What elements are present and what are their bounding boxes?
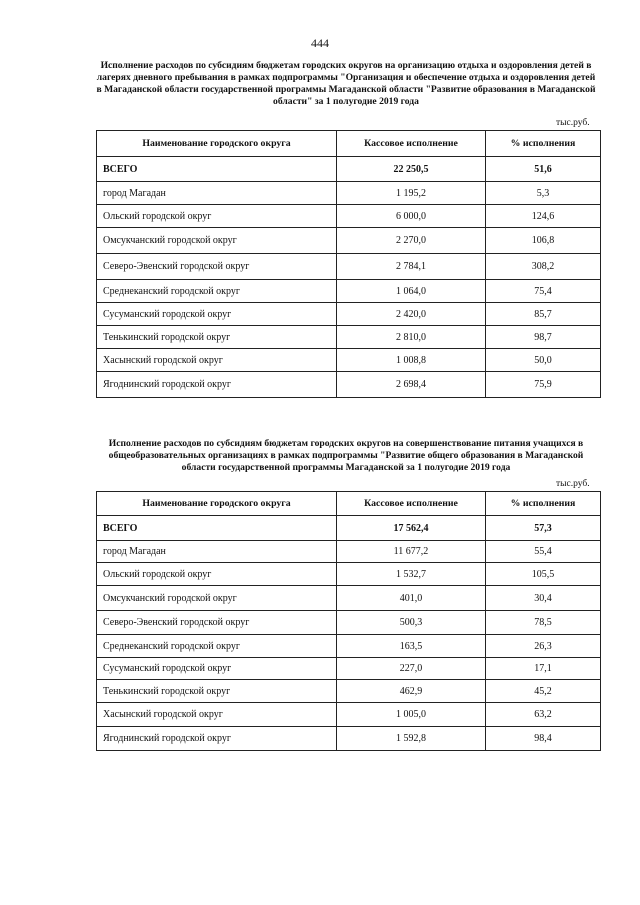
table-row [97,182,601,205]
subsidies-nutrition-table [96,491,601,751]
table-header-row [97,492,601,516]
cell-cash-execution: 22 250,5 [337,157,486,182]
table-row [97,303,601,326]
column-header-cash-execution: Кассовое исполнение [337,131,486,157]
table-row [97,254,601,280]
page-number: 444 [311,36,329,50]
cell-execution-percent: 51,6 [486,157,601,182]
table-1-title: Исполнение расходов по субсидиям бюджетам городских округов на организацию отдыха и оздоровления детей в лагерях дневного пребывания в рамках подпрограммы "Организация и обеспечение отдыха и оздоровления детей в Магаданской области государственной программы Магаданской области "Развитие образования в Магаданской области" за 1 полугодие 2019 года [96,60,596,107]
cell-cash-execution: 227,0 [337,658,486,680]
cell-cash-execution: 1 064,0 [337,280,486,303]
cell-cash-execution: 1 005,0 [337,703,486,727]
cell-execution-percent: 124,6 [486,205,601,228]
cell-district: Среднеканский городской округ [97,635,337,658]
cell-execution-percent: 106,8 [486,228,601,254]
table-row [97,586,601,611]
column-header-cash-execution: Кассовое исполнение [337,492,486,516]
cell-district: Тенькинский городской округ [97,326,337,349]
table-row [97,703,601,727]
table-header-row [97,131,601,157]
cell-district: Северо-Эвенский городской округ [97,254,337,280]
cell-execution-percent: 105,5 [486,563,601,586]
table-2-units: тыс.руб. [556,479,590,489]
cell-district: город Магадан [97,182,337,205]
cell-district: Ягоднинский городской округ [97,372,337,398]
cell-district: ВСЕГО [97,516,337,541]
table-row [97,372,601,398]
table-row [97,635,601,658]
cell-execution-percent: 75,4 [486,280,601,303]
subsidies-recreation-table [96,130,601,398]
cell-execution-percent: 50,0 [486,349,601,372]
cell-district: Сусуманский городской округ [97,303,337,326]
cell-district: Ольский городской округ [97,563,337,586]
cell-execution-percent: 308,2 [486,254,601,280]
total-row [97,516,601,541]
table-2-title: Исполнение расходов по субсидиям бюджетам городских округов на совершенствование питания учащихся в общеобразовательных организациях в рамках подпрограммы "Развитие общего образования в Магаданской области государственной программы Магаданской за 1 полугодие 2019 года [108,438,584,473]
cell-district: город Магадан [97,541,337,563]
cell-execution-percent: 26,3 [486,635,601,658]
cell-cash-execution: 1 592,8 [337,727,486,751]
cell-cash-execution: 2 420,0 [337,303,486,326]
cell-execution-percent: 85,7 [486,303,601,326]
cell-execution-percent: 98,4 [486,727,601,751]
cell-execution-percent: 45,2 [486,680,601,703]
table-row [97,727,601,751]
cell-execution-percent: 30,4 [486,586,601,611]
cell-cash-execution: 163,5 [337,635,486,658]
cell-district: Хасынский городской округ [97,349,337,372]
table-row [97,349,601,372]
column-header-execution-percent: % исполнения [486,492,601,516]
cell-cash-execution: 401,0 [337,586,486,611]
cell-execution-percent: 78,5 [486,611,601,635]
cell-district: Омсукчанский городской округ [97,228,337,254]
table-row [97,611,601,635]
cell-cash-execution: 2 270,0 [337,228,486,254]
table-row [97,563,601,586]
cell-execution-percent: 63,2 [486,703,601,727]
cell-cash-execution: 11 677,2 [337,541,486,563]
table-row [97,280,601,303]
cell-district: Тенькинский городской округ [97,680,337,703]
table-row [97,541,601,563]
cell-cash-execution: 17 562,4 [337,516,486,541]
cell-cash-execution: 2 810,0 [337,326,486,349]
cell-cash-execution: 1 195,2 [337,182,486,205]
table-row [97,228,601,254]
cell-cash-execution: 6 000,0 [337,205,486,228]
column-header-district: Наименование городского округа [97,492,337,516]
cell-execution-percent: 17,1 [486,658,601,680]
cell-cash-execution: 2 698,4 [337,372,486,398]
cell-cash-execution: 1 532,7 [337,563,486,586]
table-1-units: тыс.руб. [556,118,590,128]
column-header-district: Наименование городского округа [97,131,337,157]
cell-cash-execution: 500,3 [337,611,486,635]
cell-district: Северо-Эвенский городской округ [97,611,337,635]
table-row [97,680,601,703]
cell-cash-execution: 1 008,8 [337,349,486,372]
total-row [97,157,601,182]
table-row [97,658,601,680]
cell-execution-percent: 98,7 [486,326,601,349]
cell-district: Сусуманский городской округ [97,658,337,680]
cell-cash-execution: 462,9 [337,680,486,703]
cell-district: Хасынский городской округ [97,703,337,727]
table-row [97,205,601,228]
cell-district: Ягоднинский городской округ [97,727,337,751]
cell-district: ВСЕГО [97,157,337,182]
cell-district: Среднеканский городской округ [97,280,337,303]
cell-cash-execution: 2 784,1 [337,254,486,280]
cell-execution-percent: 75,9 [486,372,601,398]
cell-district: Ольский городской округ [97,205,337,228]
cell-district: Омсукчанский городской округ [97,586,337,611]
cell-execution-percent: 55,4 [486,541,601,563]
cell-execution-percent: 5,3 [486,182,601,205]
column-header-execution-percent: % исполнения [486,131,601,157]
cell-execution-percent: 57,3 [486,516,601,541]
table-row [97,326,601,349]
